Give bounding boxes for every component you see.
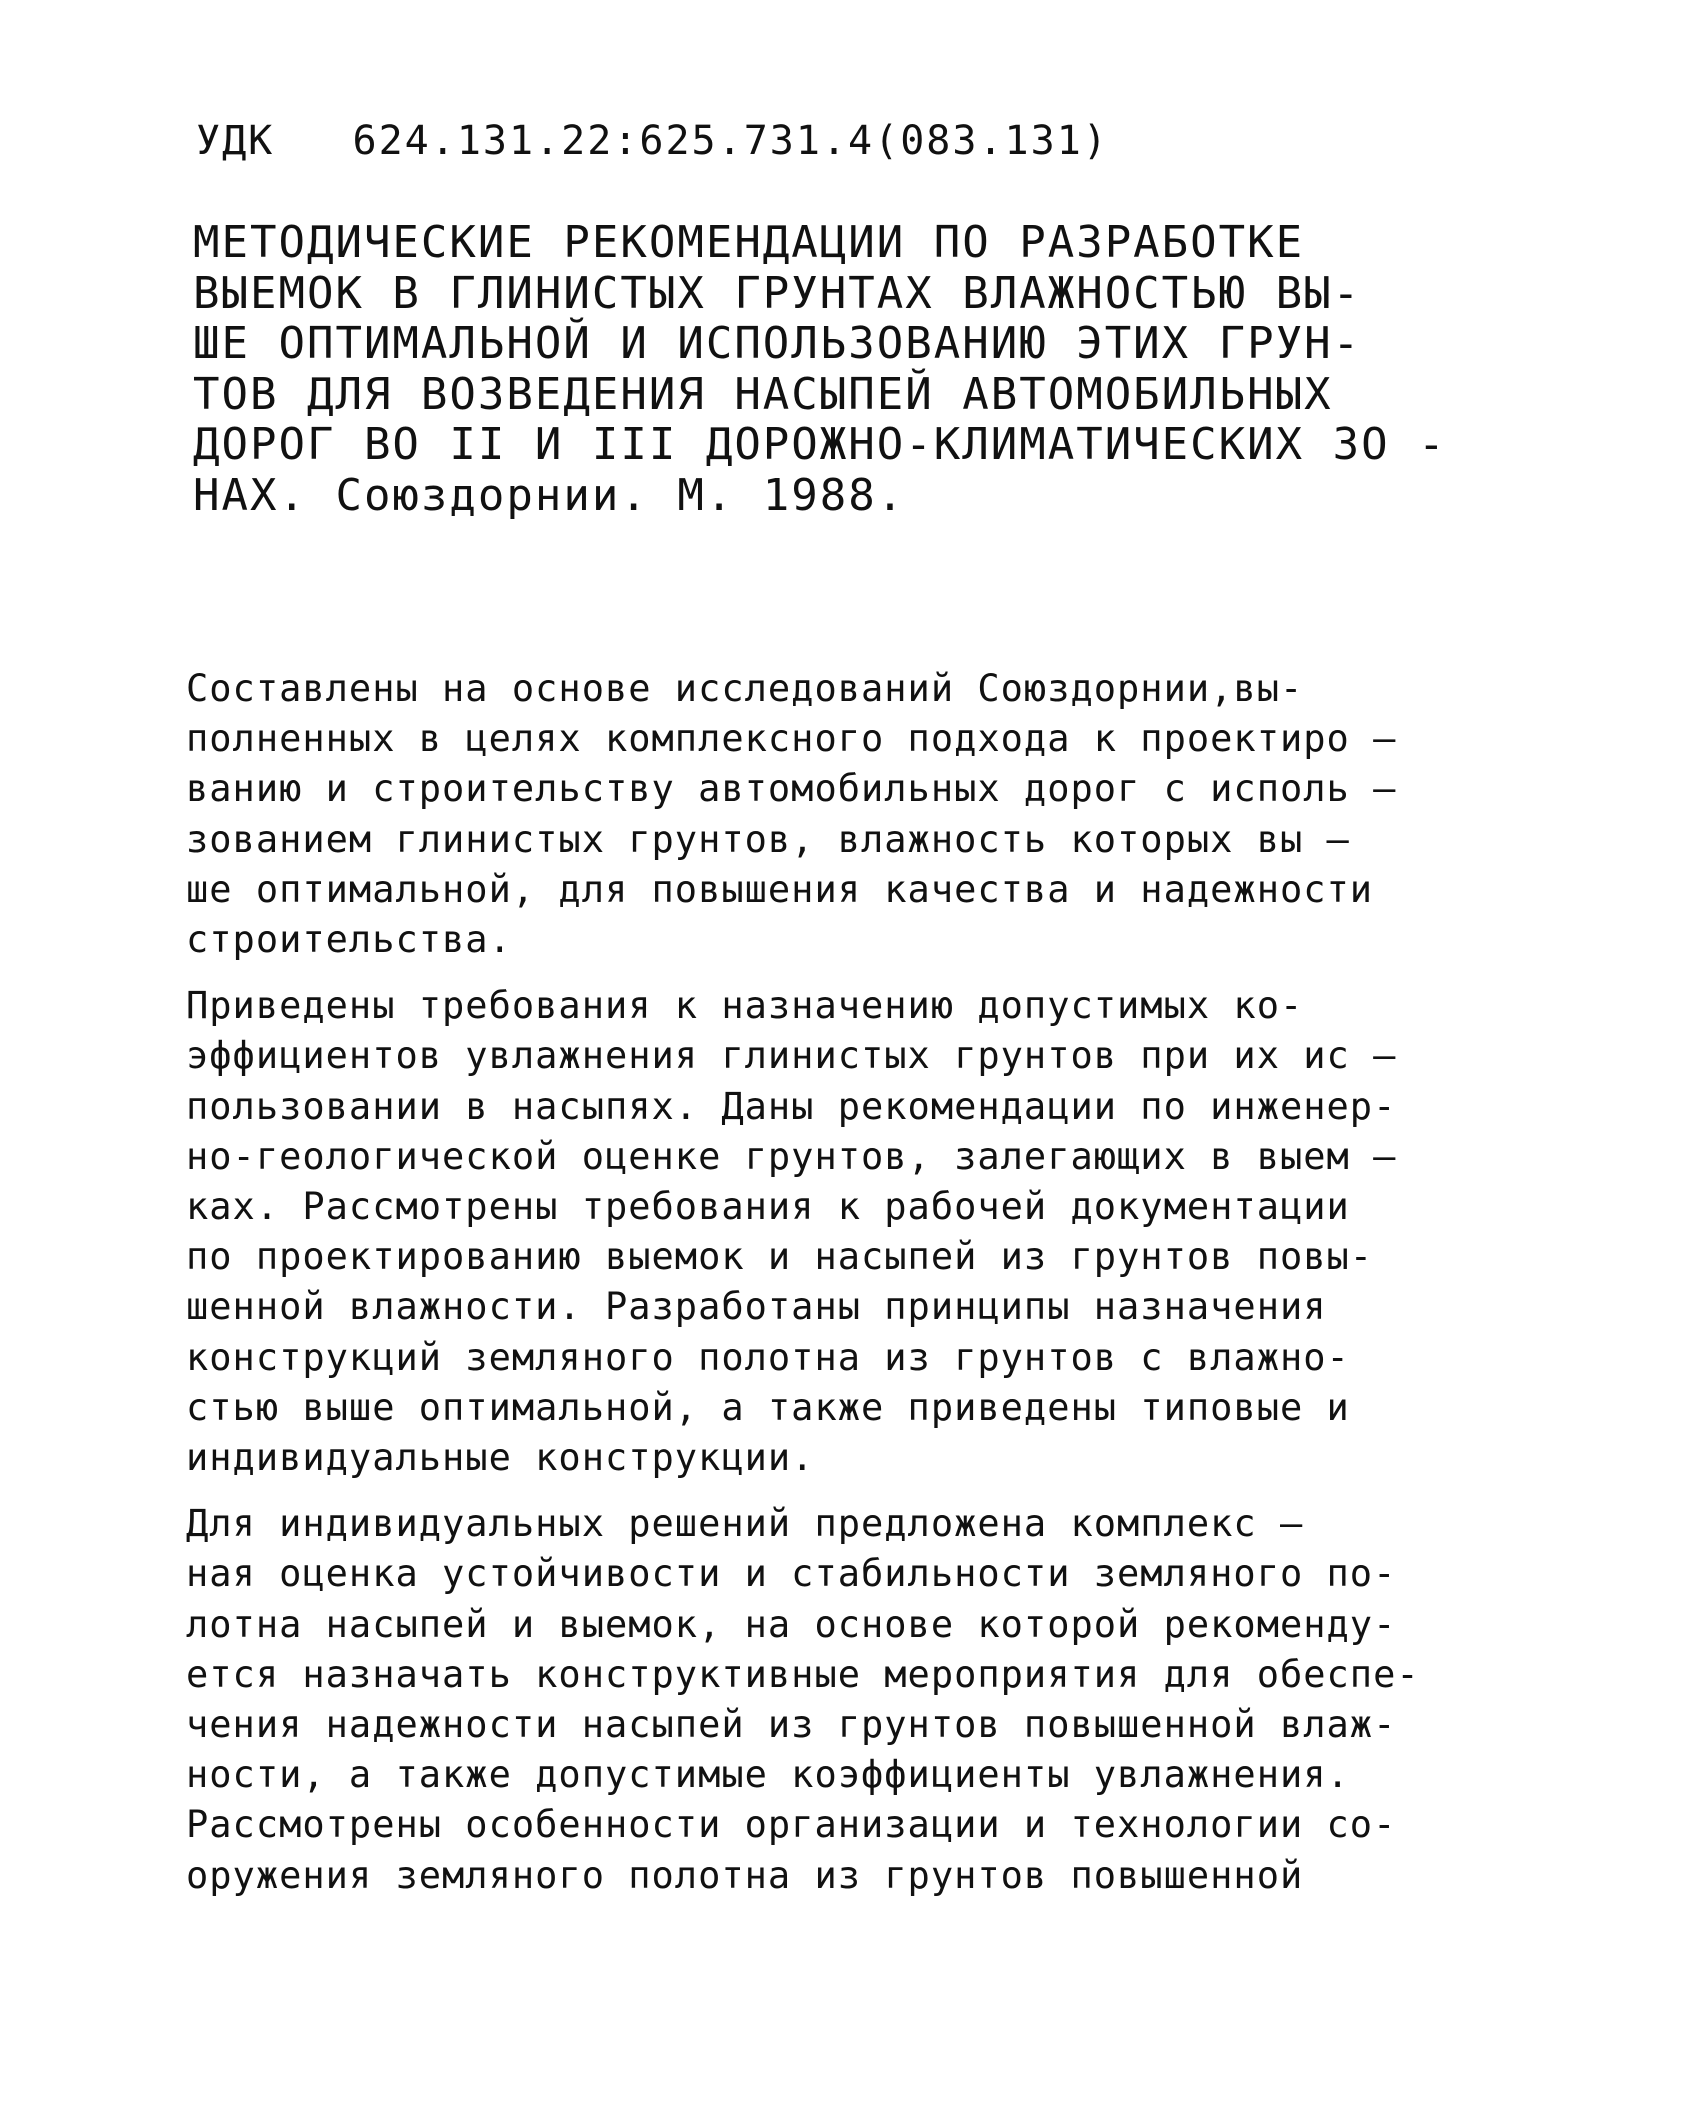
text-line: эффициентов увлажнения глинистых грунтов при их ис – — [186, 1034, 1397, 1078]
text-line: ется назначать конструктивные мероприятия для обеспе- — [186, 1652, 1420, 1696]
title-line: ШЕ ОПТИМАЛЬНОЙ И ИСПОЛЬЗОВАНИЮ ЭТИХ ГРУН- — [193, 318, 1362, 369]
udc-code: УДК 624.131.22:625.731.4(083.131) — [196, 118, 1109, 164]
title-line: ДОРОГ ВО II И III ДОРОЖНО-КЛИМАТИЧЕСКИХ ЗО - — [193, 419, 1447, 470]
text-line: по проектированию выемок и насыпей из грунтов повы- — [186, 1235, 1374, 1279]
title-line: НАХ. Союздорнии. М. 1988. — [193, 469, 906, 521]
text-line: ванию и строительству автомобильных дорог с исполь – — [186, 767, 1397, 811]
title-line: МЕТОДИЧЕСКИЕ РЕКОМЕНДАЦИИ ПО РАЗРАБОТКЕ — [193, 217, 1305, 268]
text-line: строительства. — [186, 918, 512, 962]
text-line: Приведены требования к назначению допустимых ко- — [186, 984, 1304, 1028]
text-line: шенной влажности. Разработаны принципы назначения — [186, 1285, 1327, 1329]
text-line: но-геологической оценке грунтов, залегающих в выем – — [186, 1134, 1397, 1178]
text-line: ках. Рассмотрены требования к рабочей документации — [186, 1185, 1350, 1229]
text-line: чения надежности насыпей из грунтов повышенной влаж- — [186, 1703, 1397, 1747]
paragraph-1 — [186, 664, 1486, 965]
text-line: индивидуальные конструкции. — [186, 1436, 815, 1480]
text-line: Для индивидуальных решений предложена комплекс – — [186, 1502, 1304, 1546]
text-line: ше оптимальной, для повышения качества и надежности — [186, 867, 1374, 911]
text-line: Рассмотрены особенности организации и технологии со- — [186, 1803, 1397, 1847]
text-line: конструкций земляного полотна из грунтов с влажно- — [186, 1335, 1350, 1379]
text-line: стью выше оптимальной, а также приведены типовые и — [186, 1385, 1350, 1429]
text-line: пользовании в насыпях. Даны рекомендации по инженер- — [186, 1084, 1397, 1128]
title-line: ТОВ ДЛЯ ВОЗВЕДЕНИЯ НАСЫПЕЙ АВТОМОБИЛЬНЫХ — [193, 368, 1333, 420]
text-line: Составлены на основе исследований Союздорнии,вы- — [186, 667, 1304, 710]
text-line: зованием глинистых грунтов, влажность которых вы – — [186, 817, 1350, 861]
text-line: ности, а также допустимые коэффициенты увлажнения. — [186, 1753, 1350, 1797]
paragraph-2 — [186, 981, 1486, 1483]
text-line: лотна насыпей и выемок, на основе которой рекоменду- — [186, 1602, 1397, 1646]
text-line: оружения земляного полотна из грунтов повышенной — [186, 1853, 1304, 1897]
document-title — [193, 218, 1493, 521]
title-line: ВЫЕМОК В ГЛИНИСТЫХ ГРУНТАХ ВЛАЖНОСТЬЮ ВЫ- — [193, 267, 1362, 319]
text-line: полненных в целях комплексного подхода к проектиро – — [186, 717, 1397, 761]
text-line: ная оценка устойчивости и стабильности земляного по- — [186, 1552, 1397, 1596]
paragraph-3 — [186, 1499, 1486, 1901]
abstract-body — [186, 664, 1486, 1901]
